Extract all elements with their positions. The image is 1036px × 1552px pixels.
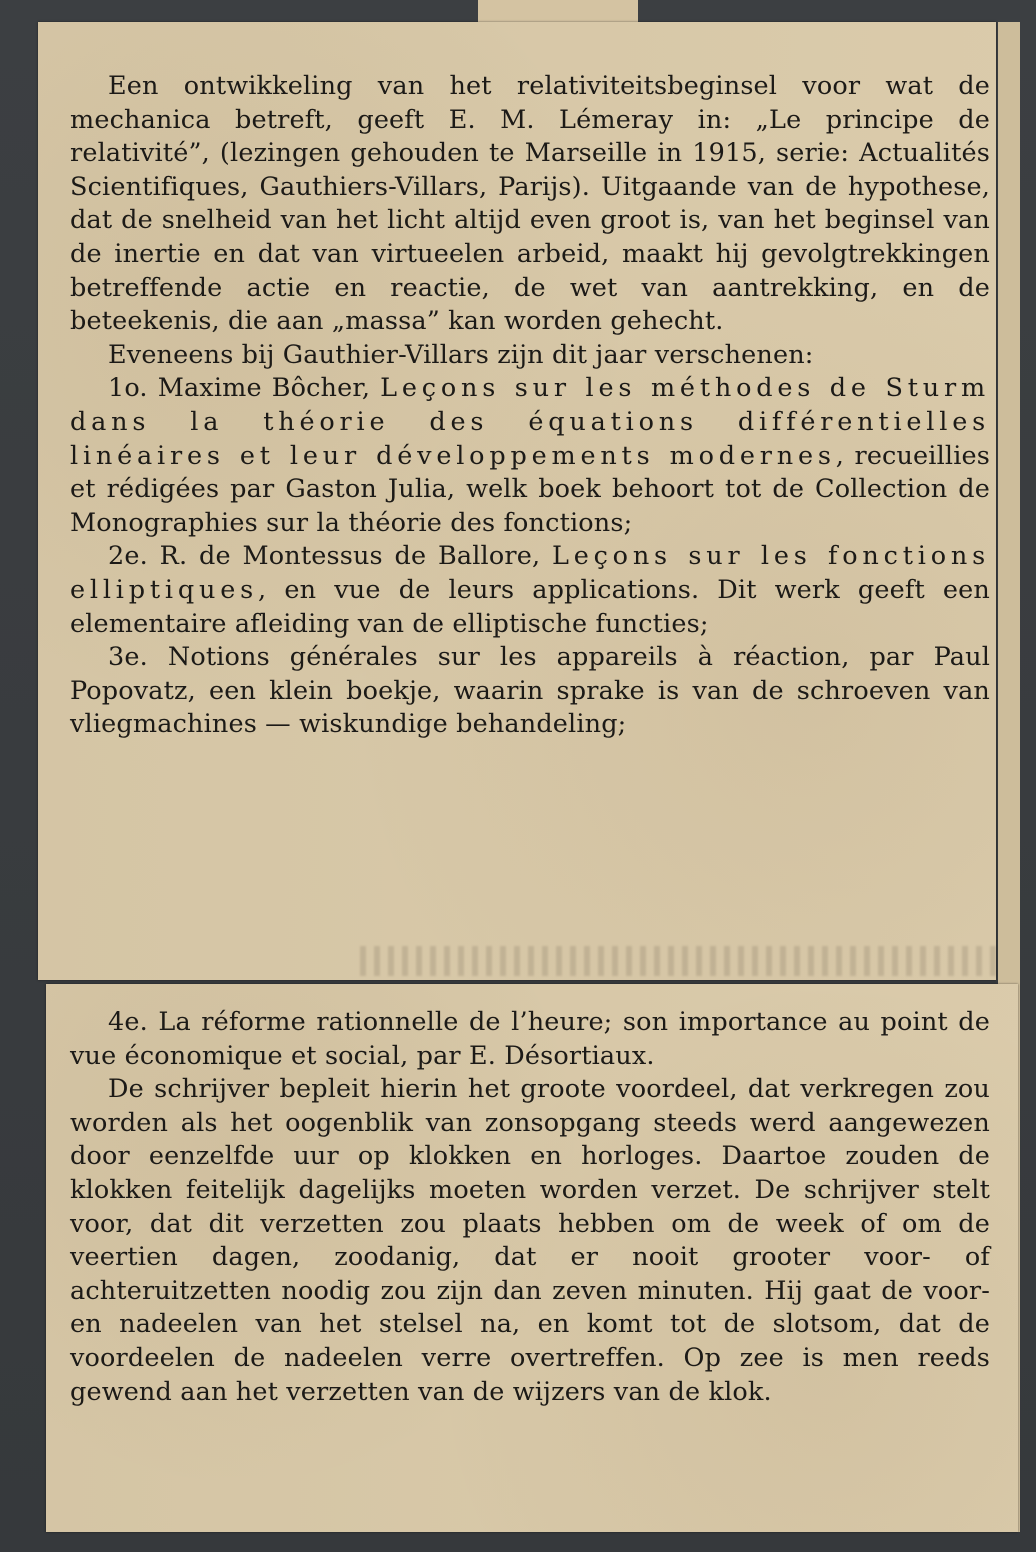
spaced-title-text: Leçons sur les méthodes de Sturm dans la théorie des équations différentielles linéaires et leur développements modernes bbox=[70, 373, 990, 471]
body-text: , en vue de leurs applications. Dit werk geeft een elementaire afleiding van de elliptische functies; bbox=[70, 574, 990, 639]
clipping-bottom-text bbox=[70, 1006, 990, 1409]
body-text: 2e. R. de Montessus de Ballore, bbox=[108, 541, 552, 572]
paragraph bbox=[70, 70, 990, 339]
paragraph bbox=[70, 641, 990, 742]
paper-strip-top bbox=[478, 0, 638, 24]
newspaper-clipping-bottom bbox=[46, 984, 1018, 1532]
body-text: Eveneens bij Gauthier-Villars zijn dit jaar verschenen: bbox=[108, 339, 814, 370]
paragraph bbox=[70, 1006, 990, 1073]
body-text: De schrijver bepleit hierin het groote voordeel, dat verkregen zou worden als het oogenblik van zonsopgang steeds werd aangewezen door eenzelfde uur op klokken en horloges. Daartoe zouden de klokken feitelijk dagelijks moeten worden verzet. De schrijver stelt voor, dat dit verzetten zou plaats hebben om de week of om de veertien dagen, zoodanig, dat er nooit grooter voor- of achteruitzetten noodig zou zijn dan zeven minuten. Hij gaat de voor- en nadeelen van het stelsel na, en komt tot de slotsom, dat de voordeelen de nadeelen verre overtreffen. Op zee is men reeds gewend aan het verzetten van de wijzers van de klok. bbox=[70, 1074, 990, 1407]
body-text: , recueillies et rédigées par Gaston Julia, welk boek behoort tot de Collection de Monographies sur la théorie des fonctions; bbox=[70, 440, 990, 538]
paragraph bbox=[70, 339, 990, 373]
paragraph bbox=[70, 1073, 990, 1409]
clipping-top-text bbox=[70, 70, 990, 742]
ink-smudge bbox=[360, 946, 1000, 976]
body-text: 3e. Notions générales sur les appareils à réaction, par Paul Popovatz, een klein boekje, waarin sprake is van de schroeven van vliegmachines — wiskundige behandeling; bbox=[70, 642, 990, 740]
body-text: 4e. La réforme rationnelle de l’heure; son importance au point de vue économique et social, par E. Désortiaux. bbox=[70, 1007, 990, 1071]
paragraph bbox=[70, 372, 990, 540]
newspaper-clipping-top bbox=[38, 22, 996, 980]
body-text: Een ontwikkeling van het relativiteitsbeginsel voor wat de mechanica betreft, geeft E. M. Lémeray in: „Le principe de relativité”, (lezingen gehouden te Marseille in 1915, serie: Actualités Scientifiques, Gauthiers-Villars, Parijs). Uitgaande van de hypothese, dat de snelheid van het licht altijd even groot is, van het beginsel van de inertie en dat van virtueelen arbeid, maakt hij gevolgtrekkingen betreffende actie en reactie, de wet van aantrekking, en de beteekenis, die aan „massa” kan worden gehecht. bbox=[70, 71, 990, 337]
spaced-title-text: Leçons sur les fonctions elliptiques bbox=[70, 541, 990, 605]
body-text: 1o. Maxime Bôcher, bbox=[108, 373, 381, 404]
paragraph bbox=[70, 540, 990, 641]
